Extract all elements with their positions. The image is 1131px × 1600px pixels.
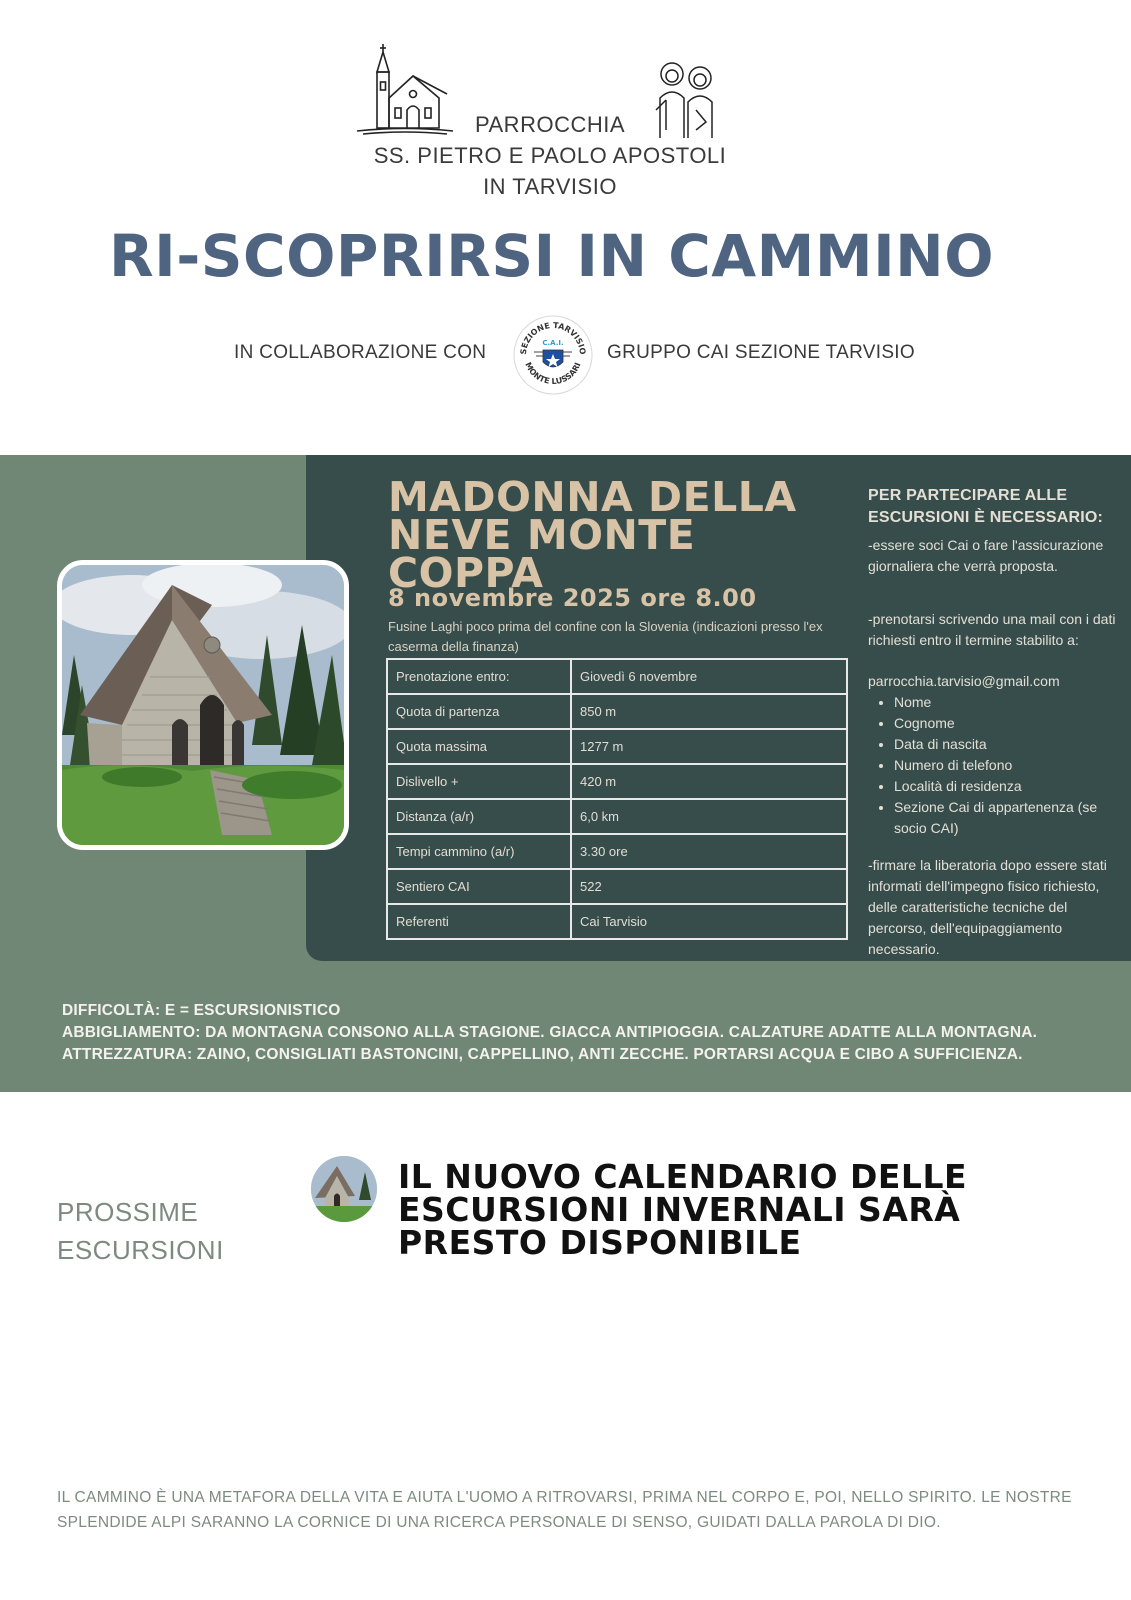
list-item: • Cognome (894, 713, 1118, 734)
table-row (387, 834, 847, 869)
requirement-booking: -prenotarsi scrivendo una mail con i dati richiesti entro il termine stabilito a: (868, 611, 1116, 648)
event-title-line-2: NEVE MONTE COPPA (388, 511, 696, 597)
table-label: Referenti (387, 904, 571, 939)
next-label-line-2: ESCURSIONI (57, 1235, 224, 1265)
table-value: 420 m (571, 764, 847, 799)
table-value: Giovedì 6 novembre (571, 659, 847, 694)
closing-statement: IL CAMMINO È UNA METAFORA DELLA VITA E AIUTA L'UOMO A RITROVARSI, PRIMA NEL CORPO E, POI, NELLO SPIRITO. LE NOSTRE SPLENDIDE ALPI SARANNO LA CORNICE DI UNA RICERCA PERSONALE DI SENSO, GUIDATI DALLA PAROLA DI DIO. (57, 1489, 1072, 1531)
table-value: 522 (571, 869, 847, 904)
list-item: • Data di nascita (894, 734, 1118, 755)
table-row (387, 694, 847, 729)
parish-name-line-1: PARROCCHIA (474, 112, 626, 137)
table-label: Sentiero CAI (387, 869, 571, 904)
cai-group-name: GRUPPO CAI SEZIONE TARVISIO (607, 342, 915, 363)
cai-tarvisio-logo (512, 314, 594, 396)
requirements-heading: PER PARTECIPARE ALLE ESCURSIONI È NECESSARIO: (868, 487, 1104, 526)
parish-name-line-3: IN TARVISIO (483, 174, 617, 199)
calendar-announcement (398, 1157, 1038, 1262)
event-details-table (386, 658, 848, 940)
event-title-line-1: MADONNA DELLA (388, 473, 797, 521)
announcement-line-2: ESCURSIONI INVERNALI SARÀ (398, 1190, 961, 1229)
table-label: Quota di partenza (387, 694, 571, 729)
next-excursions-label (57, 1193, 257, 1269)
required-data-list (868, 692, 1118, 839)
page-title: RI-SCOPRIRSI IN CAMMINO (108, 222, 995, 290)
table-row (387, 659, 847, 694)
table-value: Cai Tarvisio (571, 904, 847, 939)
table-label: Prenotazione entro: (387, 659, 571, 694)
cai-logo-center-text: C.A.I. (542, 339, 564, 347)
chapel-thumbnail (311, 1156, 377, 1222)
requirement-waiver: -firmare la liberatoria dopo essere stati informati dell'impegno fisico richiesto, delle caratteristiche tecniche del percorso, dell'equipaggiamento necessario. (868, 857, 1107, 957)
requirement-insurance: -essere soci Cai o fare l'assicurazione giornaliera che verrà proposta. (868, 537, 1104, 574)
table-value: 3.30 ore (571, 834, 847, 869)
collaboration-label: IN COLLABORAZIONE CON (234, 342, 487, 363)
table-row (387, 904, 847, 939)
table-label: Tempi cammino (a/r) (387, 834, 571, 869)
difficulty-note: DIFFICOLTÀ: E = ESCURSIONISTICO (62, 1002, 341, 1019)
event-meeting-place: Fusine Laghi poco prima del confine con la Slovenia (indicazioni presso l'ex caserma della finanza) (388, 619, 823, 654)
event-title (388, 473, 848, 597)
table-row (387, 869, 847, 904)
list-item: • Località di residenza (894, 776, 1118, 797)
contact-email[interactable]: parrocchia.tarvisio@gmail.com (868, 673, 1060, 689)
cai-logo-bottom-text: MONTE LUSSARI (523, 360, 583, 387)
event-date: 8 novembre 2025 ore 8.00 (388, 584, 757, 612)
table-label: Quota massima (387, 729, 571, 764)
table-value: 1277 m (571, 729, 847, 764)
chapel-photo (57, 560, 349, 850)
table-label: Dislivello + (387, 764, 571, 799)
clothing-note: ABBIGLIAMENTO: DA MONTAGNA CONSONO ALLA STAGIONE. GIACCA ANTIPIOGGIA. CALZATURE ADATTE ALLA MONTAGNA. (62, 1024, 1038, 1041)
table-row (387, 729, 847, 764)
next-label-line-1: PROSSIME (57, 1197, 199, 1227)
cai-logo-top-text: SEZIONE TARVISIO (518, 320, 588, 356)
parish-name-line-2: SS. PIETRO E PAOLO APOSTOLI (373, 143, 727, 168)
equipment-note: ATTREZZATURA: ZAINO, CONSIGLIATI BASTONCINI, CAPPELLINO, ANTI ZECCHE. PORTARSI ACQUA E CIBO A SUFFICIENZA. (62, 1046, 1023, 1063)
table-value: 6,0 km (571, 799, 847, 834)
list-item: • Numero di telefono (894, 755, 1118, 776)
table-row (387, 764, 847, 799)
table-value: 850 m (571, 694, 847, 729)
list-item: • Nome (894, 692, 1118, 713)
table-row (387, 799, 847, 834)
announcement-line-3: PRESTO DISPONIBILE (398, 1223, 802, 1262)
list-item: • Sezione Cai di appartenenza (se socio CAI) (894, 797, 1118, 839)
table-label: Distanza (a/r) (387, 799, 571, 834)
announcement-line-1: IL NUOVO CALENDARIO DELLE (398, 1157, 968, 1196)
